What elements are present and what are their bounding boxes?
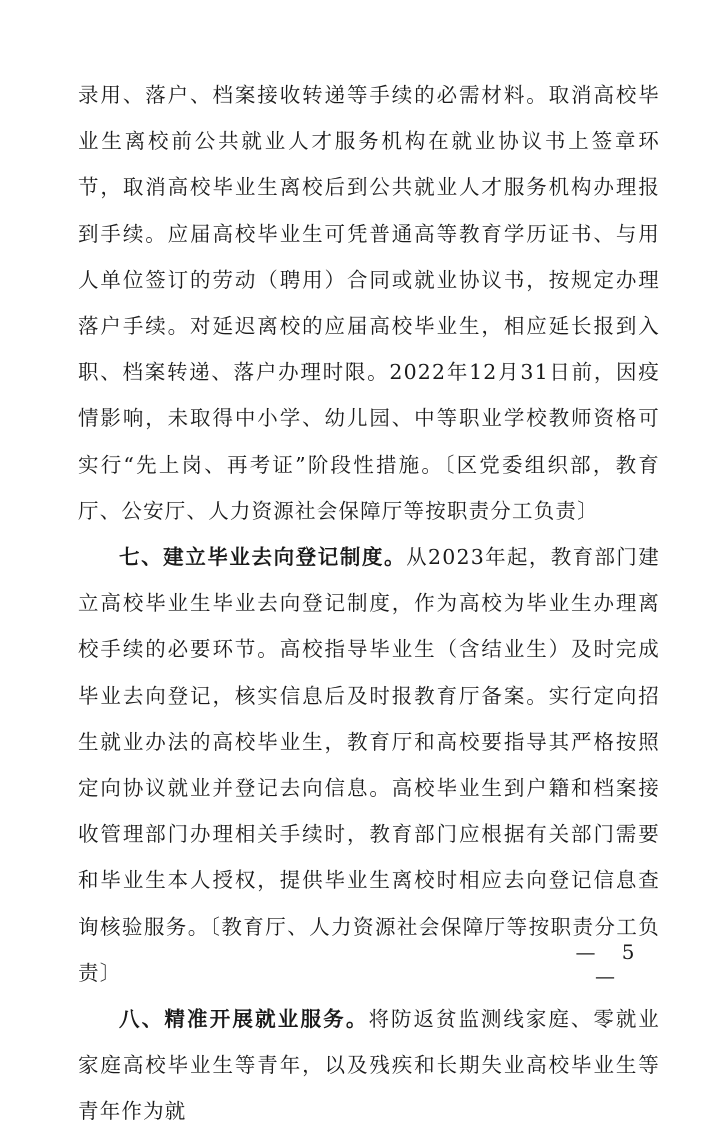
paragraph-text: 从2023年起，教育部门建立高校毕业生毕业去向登记制度，作为高校为毕业生办理离校手续的必要环节。高校指导毕业生（含结业生）及时完成毕业去向登记，核实信息后及时报教育厅备案。实行定向招生就业办法的高校毕业生，教育厅和高校要指导其严格按照定向协议就业并登记去向信息。高校毕业生到户籍和档案接收管理部门办理相关手续时，教育部门应根据有关部门需要和毕业生本人授权，提供毕业生离校时相应去向登记信息查询核验服务。〔教育厅、人力资源社会保障厅等按职责分工负责〕 xyxy=(78,545,660,985)
paragraph-text: 录用、落户、档案接收转递等手续的必需材料。取消高校毕业生离校前公共就业人才服务机构在就业协议书上签章环节，取消高校毕业生离校后到公共就业人才服务机构办理报到手续。应届高校毕业生可凭普通高等教育学历证书、与用人单位签订的劳动（聘用）合同或就业协议书，按规定办理落户手续。对延迟离校的应届高校毕业生，相应延长报到入职、档案转递、落户办理时限。2022年12月31日前，因疫情影响，未取得中小学、幼儿园、中等职业学校教师资格可实行“先上岗、再考证”阶段性措施。〔区党委组织部，教育厅、公安厅、人力资源社会保障厅等按职责分工负责〕 xyxy=(78,83,660,523)
page-number: — 5 — xyxy=(575,940,645,988)
section-heading-8: 八、精准开展就业服务。 xyxy=(119,1007,369,1032)
paragraph-text: 将防返贫监测线家庭、零就业家庭高校毕业生等青年，以及残疾和长期失业高校毕业生等青年作为就 xyxy=(78,1007,660,1124)
paragraph-section-8 xyxy=(78,996,660,1135)
paragraph-continued xyxy=(78,72,660,534)
paragraph-section-7 xyxy=(78,534,660,996)
section-heading-7: 七、建立毕业去向登记制度。 xyxy=(119,545,407,570)
